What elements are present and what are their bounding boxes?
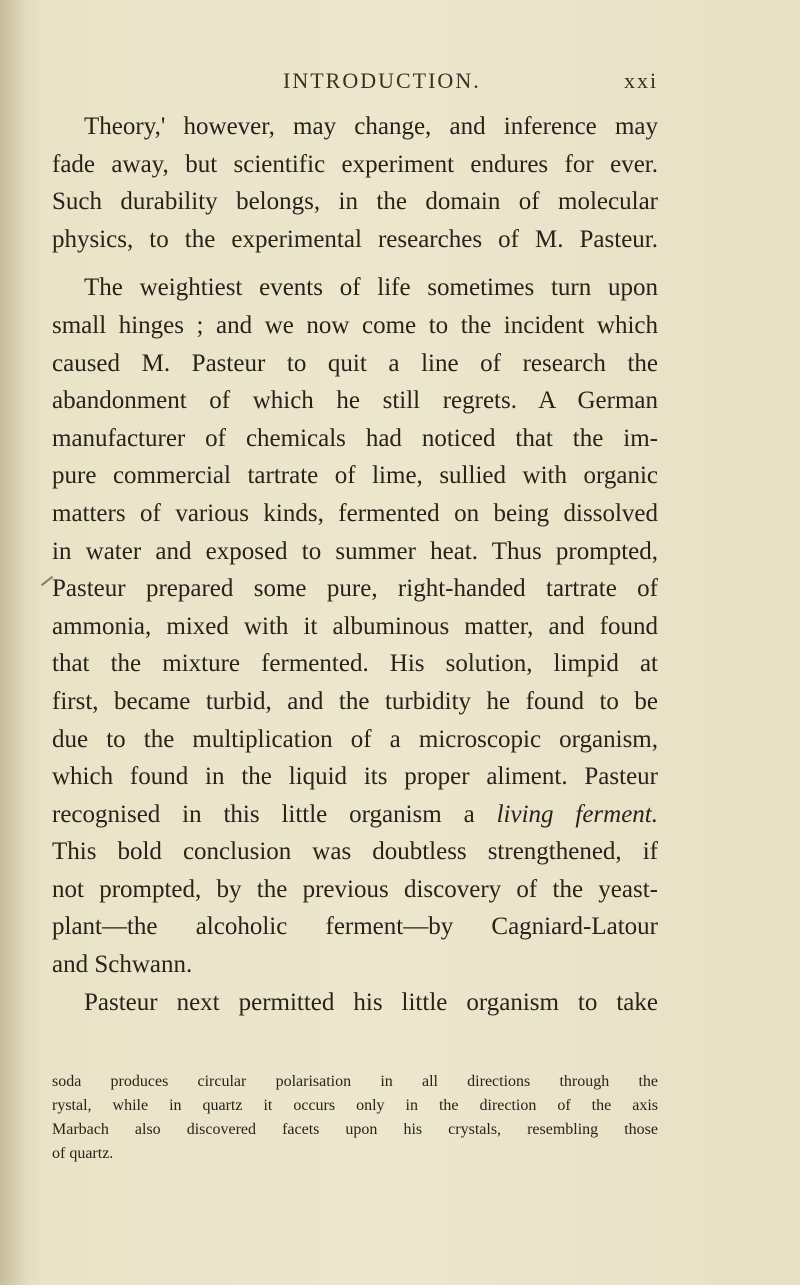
text-line: that the mixture fermented. His solution, limpid at <box>52 650 658 678</box>
running-head: INTRODUCTION. <box>283 68 481 93</box>
text-line: pure commercial tartrate of lime, sullied with organic <box>52 462 658 490</box>
text-line: physics, to the experimental researches of M. Pasteur. <box>52 225 658 253</box>
text-line: caused M. Pasteur to quit a line of research the <box>52 349 658 377</box>
text-line: Pasteur next permitted his little organism to take <box>84 988 658 1016</box>
page-number: xxi <box>624 68 659 93</box>
footnote-line: soda produces circular polarisation in all directions through the <box>52 1073 658 1090</box>
footnote-line: Marbach also discovered facets upon his crystals, resembling those <box>52 1121 658 1138</box>
text-line-with-italic <box>52 796 658 834</box>
text-line: not prompted, by the previous discovery of the yeast- <box>52 875 658 903</box>
text-line: This bold conclusion was doubtless strengthened, if <box>52 838 658 866</box>
page-edge-shadow <box>0 0 28 1285</box>
body-text <box>52 108 658 1021</box>
text-line: due to the multiplication of a microscopic organism, <box>52 725 658 753</box>
text-line: Such durability belongs, in the domain of molecular <box>52 188 658 216</box>
text-line: Pasteur prepared some pure, right-handed tartrate of <box>52 575 658 603</box>
italic-phrase: living ferment. <box>496 800 658 828</box>
page-header <box>0 62 800 102</box>
text-line: fade away, but scientific experiment endures for ever. <box>52 150 658 178</box>
paragraph-gap <box>52 258 658 269</box>
footnote-line: of quartz. <box>52 1145 114 1162</box>
text-line: The weightiest events of life sometimes turn upon <box>84 274 658 302</box>
text-line: plant—the alcoholic ferment—by Cagniard-Latour <box>52 913 658 941</box>
text-line: manufacturer of chemicals had noticed that the im- <box>52 424 658 452</box>
text-line: first, became turbid, and the turbidity he found to be <box>52 687 658 715</box>
text-line: in water and exposed to summer heat. Thus prompted, <box>52 537 658 565</box>
text-line: Theory,' however, may change, and inference may <box>84 113 658 140</box>
text-line: matters of various kinds, fermented on being dissolved <box>52 499 658 527</box>
text-fragment: recognised in this little organism a <box>52 800 475 828</box>
text-line: small hinges ; and we now come to the incident which <box>52 311 658 339</box>
text-line: abandonment of which he still regrets. A German <box>52 387 658 415</box>
text-line: which found in the liquid its proper aliment. Pasteur <box>52 763 658 791</box>
footnote <box>52 1070 658 1166</box>
footnote-line: rystal, while in quartz it occurs only in the direction of the axis <box>52 1097 658 1114</box>
text-line: and Schwann. <box>52 951 193 979</box>
text-line: ammonia, mixed with it albuminous matter, and found <box>52 612 658 640</box>
